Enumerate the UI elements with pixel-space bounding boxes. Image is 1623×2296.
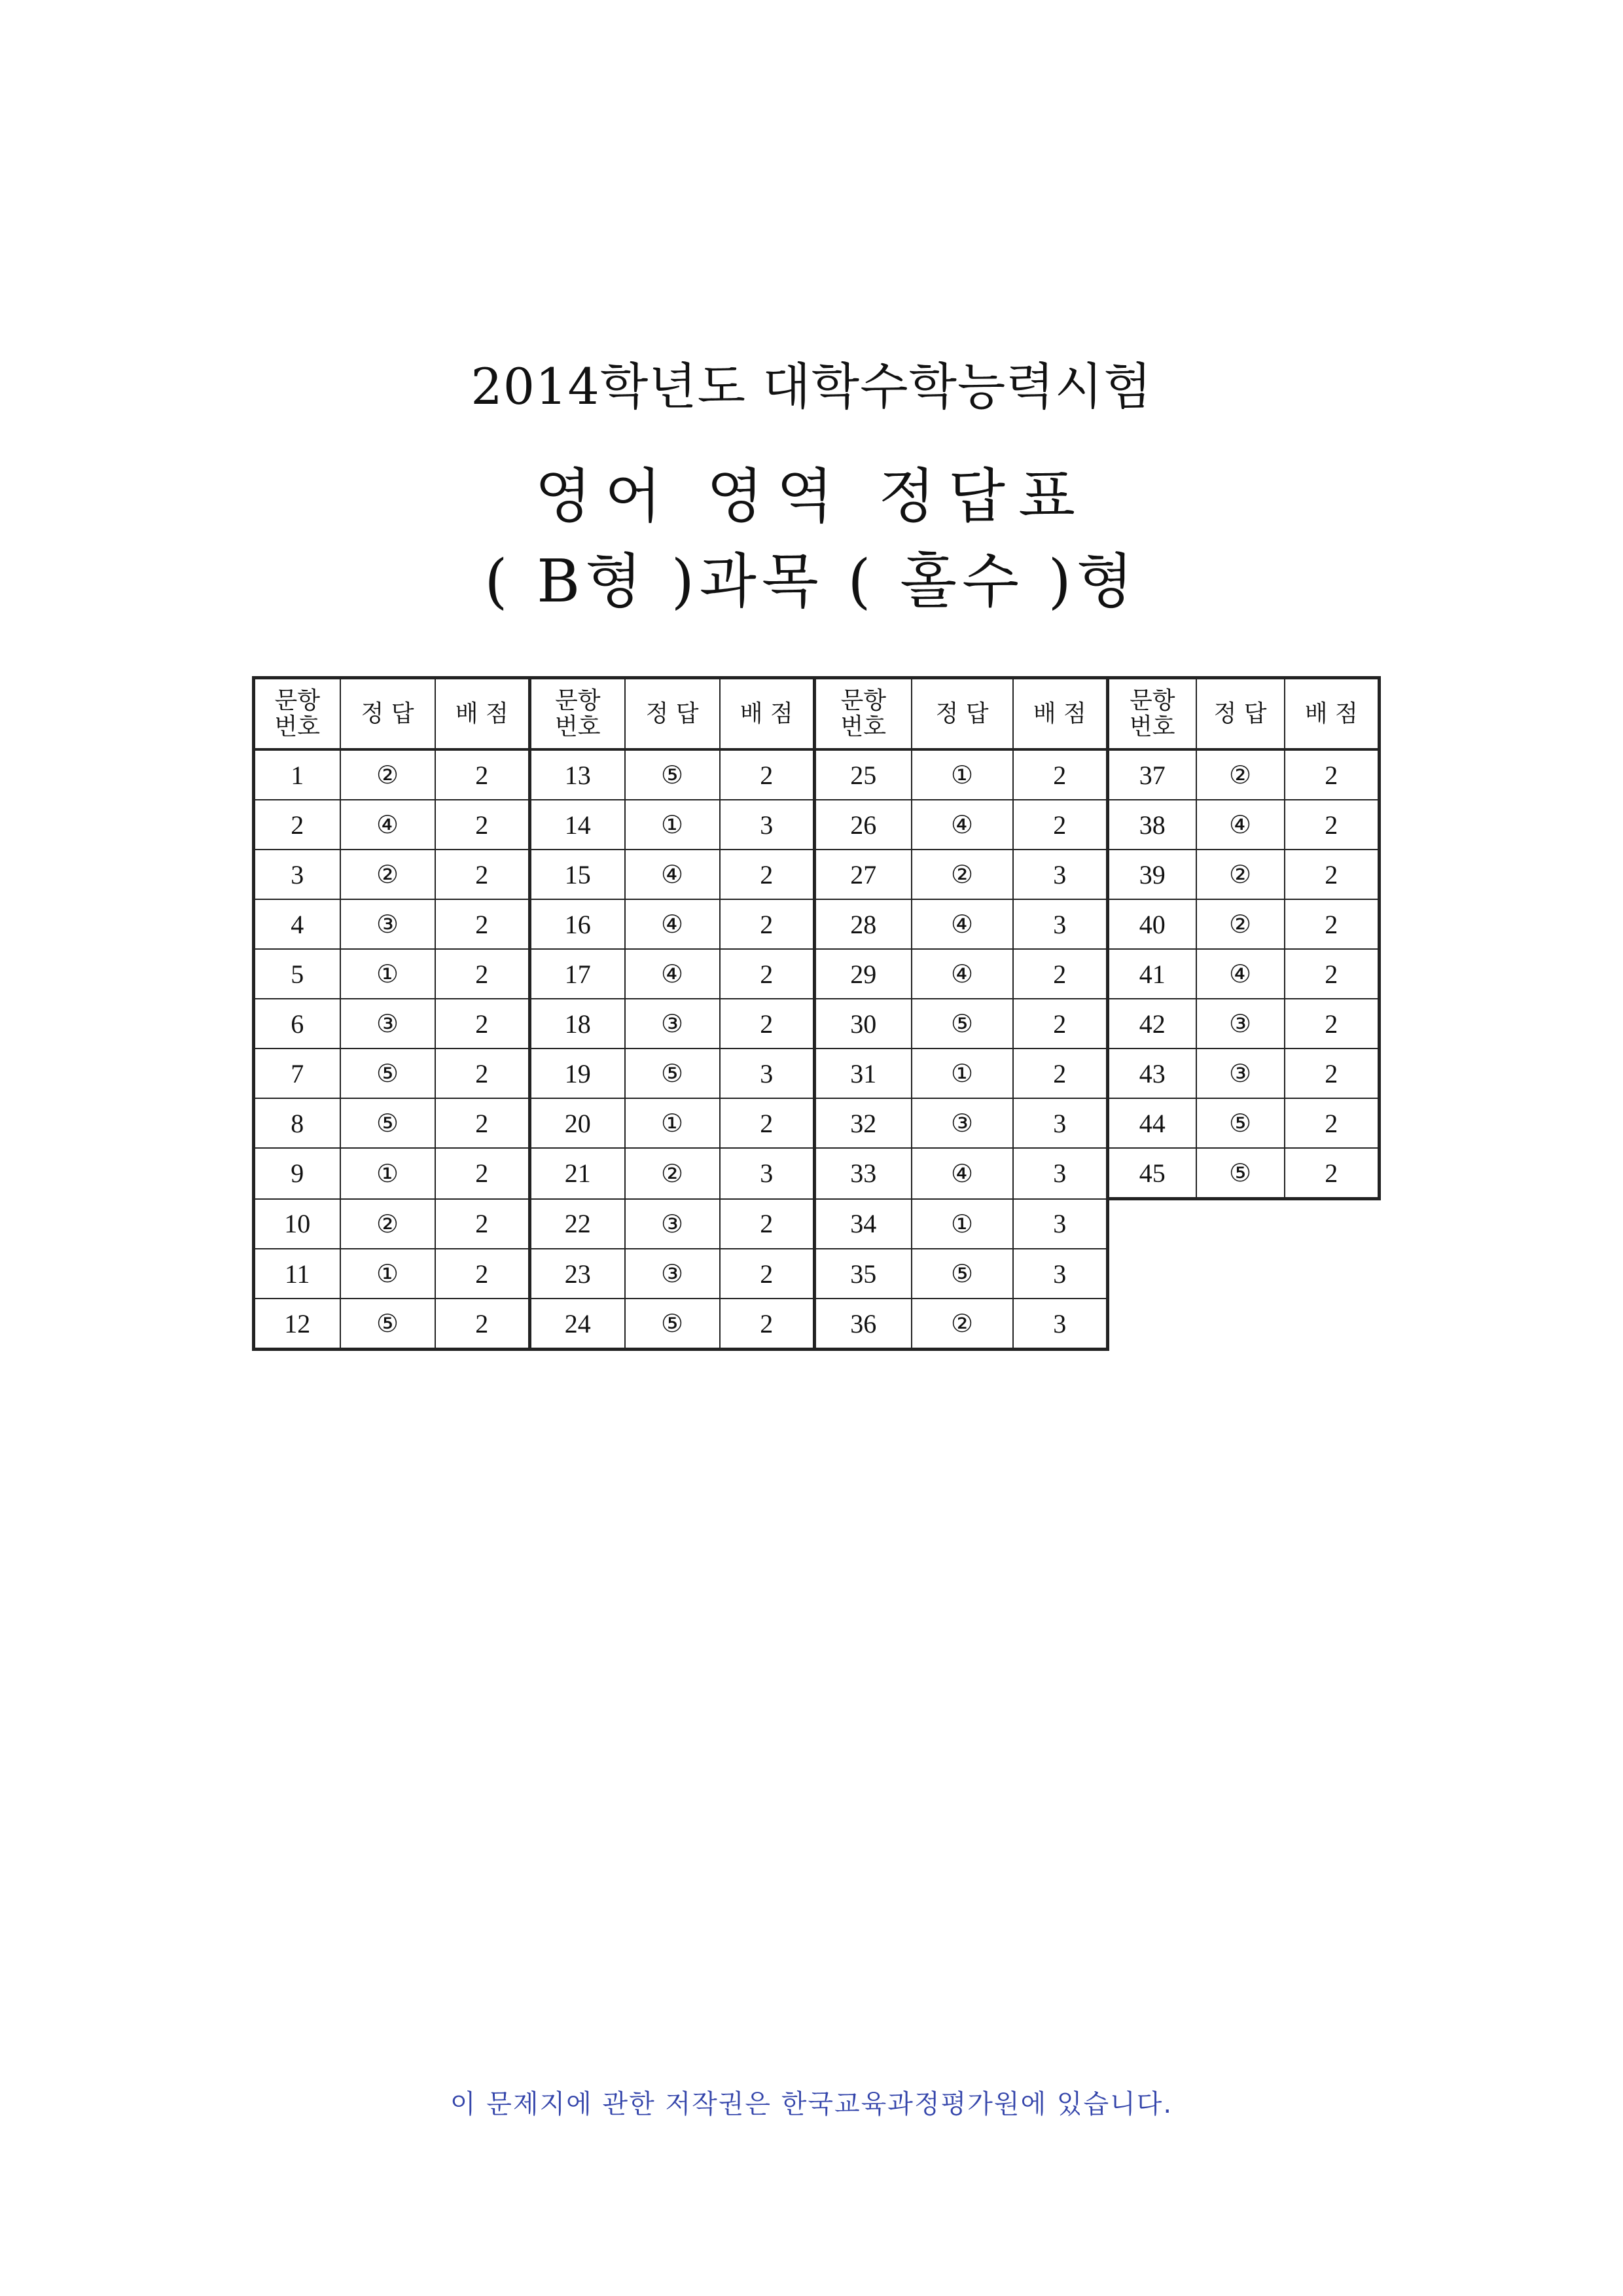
cell-question-number: 24 xyxy=(530,1299,625,1350)
cell-answer: ① xyxy=(912,1199,1013,1249)
cell-question-number: 21 xyxy=(530,1148,625,1199)
cell-question-number: 30 xyxy=(815,999,912,1049)
cell-question-number: 1 xyxy=(254,749,340,800)
cell-answer: ⑤ xyxy=(1196,1098,1285,1148)
table-row xyxy=(254,1199,1380,1249)
cell-score: 2 xyxy=(720,899,815,949)
cell-answer: ④ xyxy=(912,949,1013,999)
cell-question-number: 33 xyxy=(815,1148,912,1199)
header-answer: 정 답 xyxy=(340,678,435,750)
cell-score: 3 xyxy=(1013,1299,1108,1350)
header-score: 배 점 xyxy=(720,678,815,750)
table-row xyxy=(254,749,1380,800)
header-number-line2: 번호 xyxy=(1129,713,1175,740)
cell-score: 2 xyxy=(435,1199,530,1249)
cell-answer: ① xyxy=(912,1049,1013,1098)
cell-question-number: 41 xyxy=(1108,949,1196,999)
cell-score: 2 xyxy=(1013,749,1108,800)
cell-question-number: 38 xyxy=(1108,800,1196,850)
cell-answer: ① xyxy=(912,749,1013,800)
cell-score: 2 xyxy=(435,749,530,800)
cell-answer: ⑤ xyxy=(912,1249,1013,1299)
cell-score: 2 xyxy=(1013,800,1108,850)
cell-score: 2 xyxy=(1285,800,1380,850)
cell-score: 2 xyxy=(720,1098,815,1148)
header-number-line2: 번호 xyxy=(840,713,887,740)
cell-answer: ② xyxy=(1196,850,1285,899)
header-score: 배 점 xyxy=(435,678,530,750)
cell-score: 2 xyxy=(1285,999,1380,1049)
cell-score: 2 xyxy=(720,1249,815,1299)
cell-score: 3 xyxy=(720,1049,815,1098)
header-number-line2: 번호 xyxy=(554,713,601,740)
cell-answer: ⑤ xyxy=(340,1299,435,1350)
header-question-number xyxy=(530,678,625,750)
header-question-number xyxy=(1108,678,1196,750)
cell-question-number: 27 xyxy=(815,850,912,899)
cell-answer: ④ xyxy=(1196,949,1285,999)
cell-answer: ⑤ xyxy=(625,1299,720,1350)
table-row xyxy=(254,1049,1380,1098)
cell-answer: ② xyxy=(1196,899,1285,949)
cell-question-number: 25 xyxy=(815,749,912,800)
cell-question-number: 17 xyxy=(530,949,625,999)
copyright-notice: 이 문제지에 관한 저작권은 한국교육과정평가원에 있습니다. xyxy=(450,2089,1173,2119)
cell-score: 3 xyxy=(720,1148,815,1199)
cell-answer: ② xyxy=(340,850,435,899)
header-number-line1: 문항 xyxy=(274,687,321,714)
header-number-line1: 문항 xyxy=(554,687,601,714)
cell-answer: ② xyxy=(340,749,435,800)
cell-score: 2 xyxy=(1285,899,1380,949)
cell-answer: ③ xyxy=(625,1249,720,1299)
header-answer: 정 답 xyxy=(625,678,720,750)
cell-score: 2 xyxy=(435,850,530,899)
cell-answer: ③ xyxy=(1196,999,1285,1049)
cell-answer: ④ xyxy=(340,800,435,850)
cell-score: 2 xyxy=(720,999,815,1049)
empty-cell xyxy=(1108,1199,1380,1249)
answer-key-table xyxy=(252,676,1381,1351)
cell-question-number: 12 xyxy=(254,1299,340,1350)
cell-score: 2 xyxy=(1285,749,1380,800)
cell-score: 2 xyxy=(720,850,815,899)
cell-score: 3 xyxy=(1013,1098,1108,1148)
table-row xyxy=(254,1249,1380,1299)
cell-question-number: 22 xyxy=(530,1199,625,1249)
cell-score: 2 xyxy=(1013,949,1108,999)
cell-answer: ② xyxy=(912,850,1013,899)
cell-answer: ③ xyxy=(1196,1049,1285,1098)
table-row xyxy=(254,800,1380,850)
cell-score: 3 xyxy=(1013,1148,1108,1199)
cell-answer: ① xyxy=(340,1148,435,1199)
cell-score: 3 xyxy=(1013,850,1108,899)
cell-answer: ③ xyxy=(625,999,720,1049)
cell-score: 2 xyxy=(1285,850,1380,899)
cell-question-number: 39 xyxy=(1108,850,1196,899)
cell-question-number: 15 xyxy=(530,850,625,899)
cell-score: 3 xyxy=(1013,1249,1108,1299)
cell-question-number: 10 xyxy=(254,1199,340,1249)
cell-answer: ③ xyxy=(340,999,435,1049)
table-row xyxy=(254,850,1380,899)
cell-score: 2 xyxy=(1013,999,1108,1049)
cell-answer: ④ xyxy=(625,949,720,999)
cell-score: 2 xyxy=(1013,1049,1108,1098)
cell-question-number: 11 xyxy=(254,1249,340,1299)
table-row xyxy=(254,999,1380,1049)
cell-answer: ③ xyxy=(912,1098,1013,1148)
cell-answer: ③ xyxy=(625,1199,720,1249)
cell-question-number: 34 xyxy=(815,1199,912,1249)
cell-answer: ④ xyxy=(625,899,720,949)
cell-score: 3 xyxy=(1013,899,1108,949)
cell-answer: ① xyxy=(340,949,435,999)
cell-question-number: 18 xyxy=(530,999,625,1049)
cell-question-number: 26 xyxy=(815,800,912,850)
cell-answer: ③ xyxy=(340,899,435,949)
cell-answer: ② xyxy=(912,1299,1013,1350)
cell-question-number: 5 xyxy=(254,949,340,999)
cell-score: 2 xyxy=(435,800,530,850)
table-row xyxy=(254,1299,1380,1350)
cell-answer: ① xyxy=(340,1249,435,1299)
cell-question-number: 35 xyxy=(815,1249,912,1299)
cell-question-number: 19 xyxy=(530,1049,625,1098)
answer-key-title: 영어 영역 정답표 xyxy=(535,462,1088,531)
header-question-number xyxy=(815,678,912,750)
cell-score: 2 xyxy=(435,1098,530,1148)
cell-score: 3 xyxy=(1013,1199,1108,1249)
cell-answer: ⑤ xyxy=(625,1049,720,1098)
cell-score: 2 xyxy=(1285,1049,1380,1098)
cell-answer: ② xyxy=(1196,749,1285,800)
header-number-line1: 문항 xyxy=(1129,687,1175,714)
empty-cell xyxy=(1108,1299,1380,1350)
cell-question-number: 6 xyxy=(254,999,340,1049)
cell-score: 2 xyxy=(435,1049,530,1098)
cell-question-number: 13 xyxy=(530,749,625,800)
cell-score: 2 xyxy=(435,1249,530,1299)
cell-score: 2 xyxy=(1285,1098,1380,1148)
table-row xyxy=(254,899,1380,949)
cell-score: 2 xyxy=(1285,949,1380,999)
cell-question-number: 23 xyxy=(530,1249,625,1299)
cell-score: 2 xyxy=(435,999,530,1049)
cell-question-number: 3 xyxy=(254,850,340,899)
header-number-line2: 번호 xyxy=(274,713,321,740)
cell-answer: ④ xyxy=(912,1148,1013,1199)
table-row xyxy=(254,1098,1380,1148)
cell-answer: ② xyxy=(340,1199,435,1249)
cell-score: 2 xyxy=(720,749,815,800)
cell-answer: ④ xyxy=(1196,800,1285,850)
cell-score: 2 xyxy=(1285,1148,1380,1199)
cell-answer: ⑤ xyxy=(1196,1148,1285,1199)
header-answer: 정 답 xyxy=(1196,678,1285,750)
cell-question-number: 9 xyxy=(254,1148,340,1199)
cell-question-number: 36 xyxy=(815,1299,912,1350)
cell-question-number: 42 xyxy=(1108,999,1196,1049)
header-number-line1: 문항 xyxy=(840,687,887,714)
cell-question-number: 31 xyxy=(815,1049,912,1098)
cell-answer: ④ xyxy=(912,800,1013,850)
cell-answer: ⑤ xyxy=(912,999,1013,1049)
cell-question-number: 14 xyxy=(530,800,625,850)
table-header-row xyxy=(254,678,1380,750)
cell-answer: ⑤ xyxy=(625,749,720,800)
header-question-number xyxy=(254,678,340,750)
cell-question-number: 44 xyxy=(1108,1098,1196,1148)
cell-answer: ① xyxy=(625,1098,720,1148)
exam-title: 2014학년도 대학수학능력시험 xyxy=(471,357,1152,416)
cell-question-number: 37 xyxy=(1108,749,1196,800)
cell-question-number: 8 xyxy=(254,1098,340,1148)
cell-question-number: 29 xyxy=(815,949,912,999)
table-row xyxy=(254,949,1380,999)
cell-answer: ② xyxy=(625,1148,720,1199)
header-score: 배 점 xyxy=(1285,678,1380,750)
cell-score: 2 xyxy=(720,1199,815,1249)
cell-question-number: 28 xyxy=(815,899,912,949)
cell-answer: ⑤ xyxy=(340,1049,435,1098)
table-row xyxy=(254,1148,1380,1199)
cell-score: 3 xyxy=(720,800,815,850)
cell-question-number: 43 xyxy=(1108,1049,1196,1098)
cell-answer: ⑤ xyxy=(340,1098,435,1148)
cell-question-number: 20 xyxy=(530,1098,625,1148)
cell-answer: ① xyxy=(625,800,720,850)
exam-type-subtitle: ( B형 )과목 ( 홀수 )형 xyxy=(484,547,1139,616)
cell-question-number: 4 xyxy=(254,899,340,949)
cell-answer: ④ xyxy=(625,850,720,899)
header-answer: 정 답 xyxy=(912,678,1013,750)
cell-question-number: 40 xyxy=(1108,899,1196,949)
cell-question-number: 2 xyxy=(254,800,340,850)
cell-answer: ④ xyxy=(912,899,1013,949)
cell-score: 2 xyxy=(435,1299,530,1350)
header-score: 배 점 xyxy=(1013,678,1108,750)
cell-question-number: 16 xyxy=(530,899,625,949)
cell-score: 2 xyxy=(435,949,530,999)
cell-score: 2 xyxy=(435,899,530,949)
empty-cell xyxy=(1108,1249,1380,1299)
cell-score: 2 xyxy=(435,1148,530,1199)
cell-question-number: 45 xyxy=(1108,1148,1196,1199)
cell-score: 2 xyxy=(720,1299,815,1350)
cell-question-number: 7 xyxy=(254,1049,340,1098)
cell-question-number: 32 xyxy=(815,1098,912,1148)
cell-score: 2 xyxy=(720,949,815,999)
